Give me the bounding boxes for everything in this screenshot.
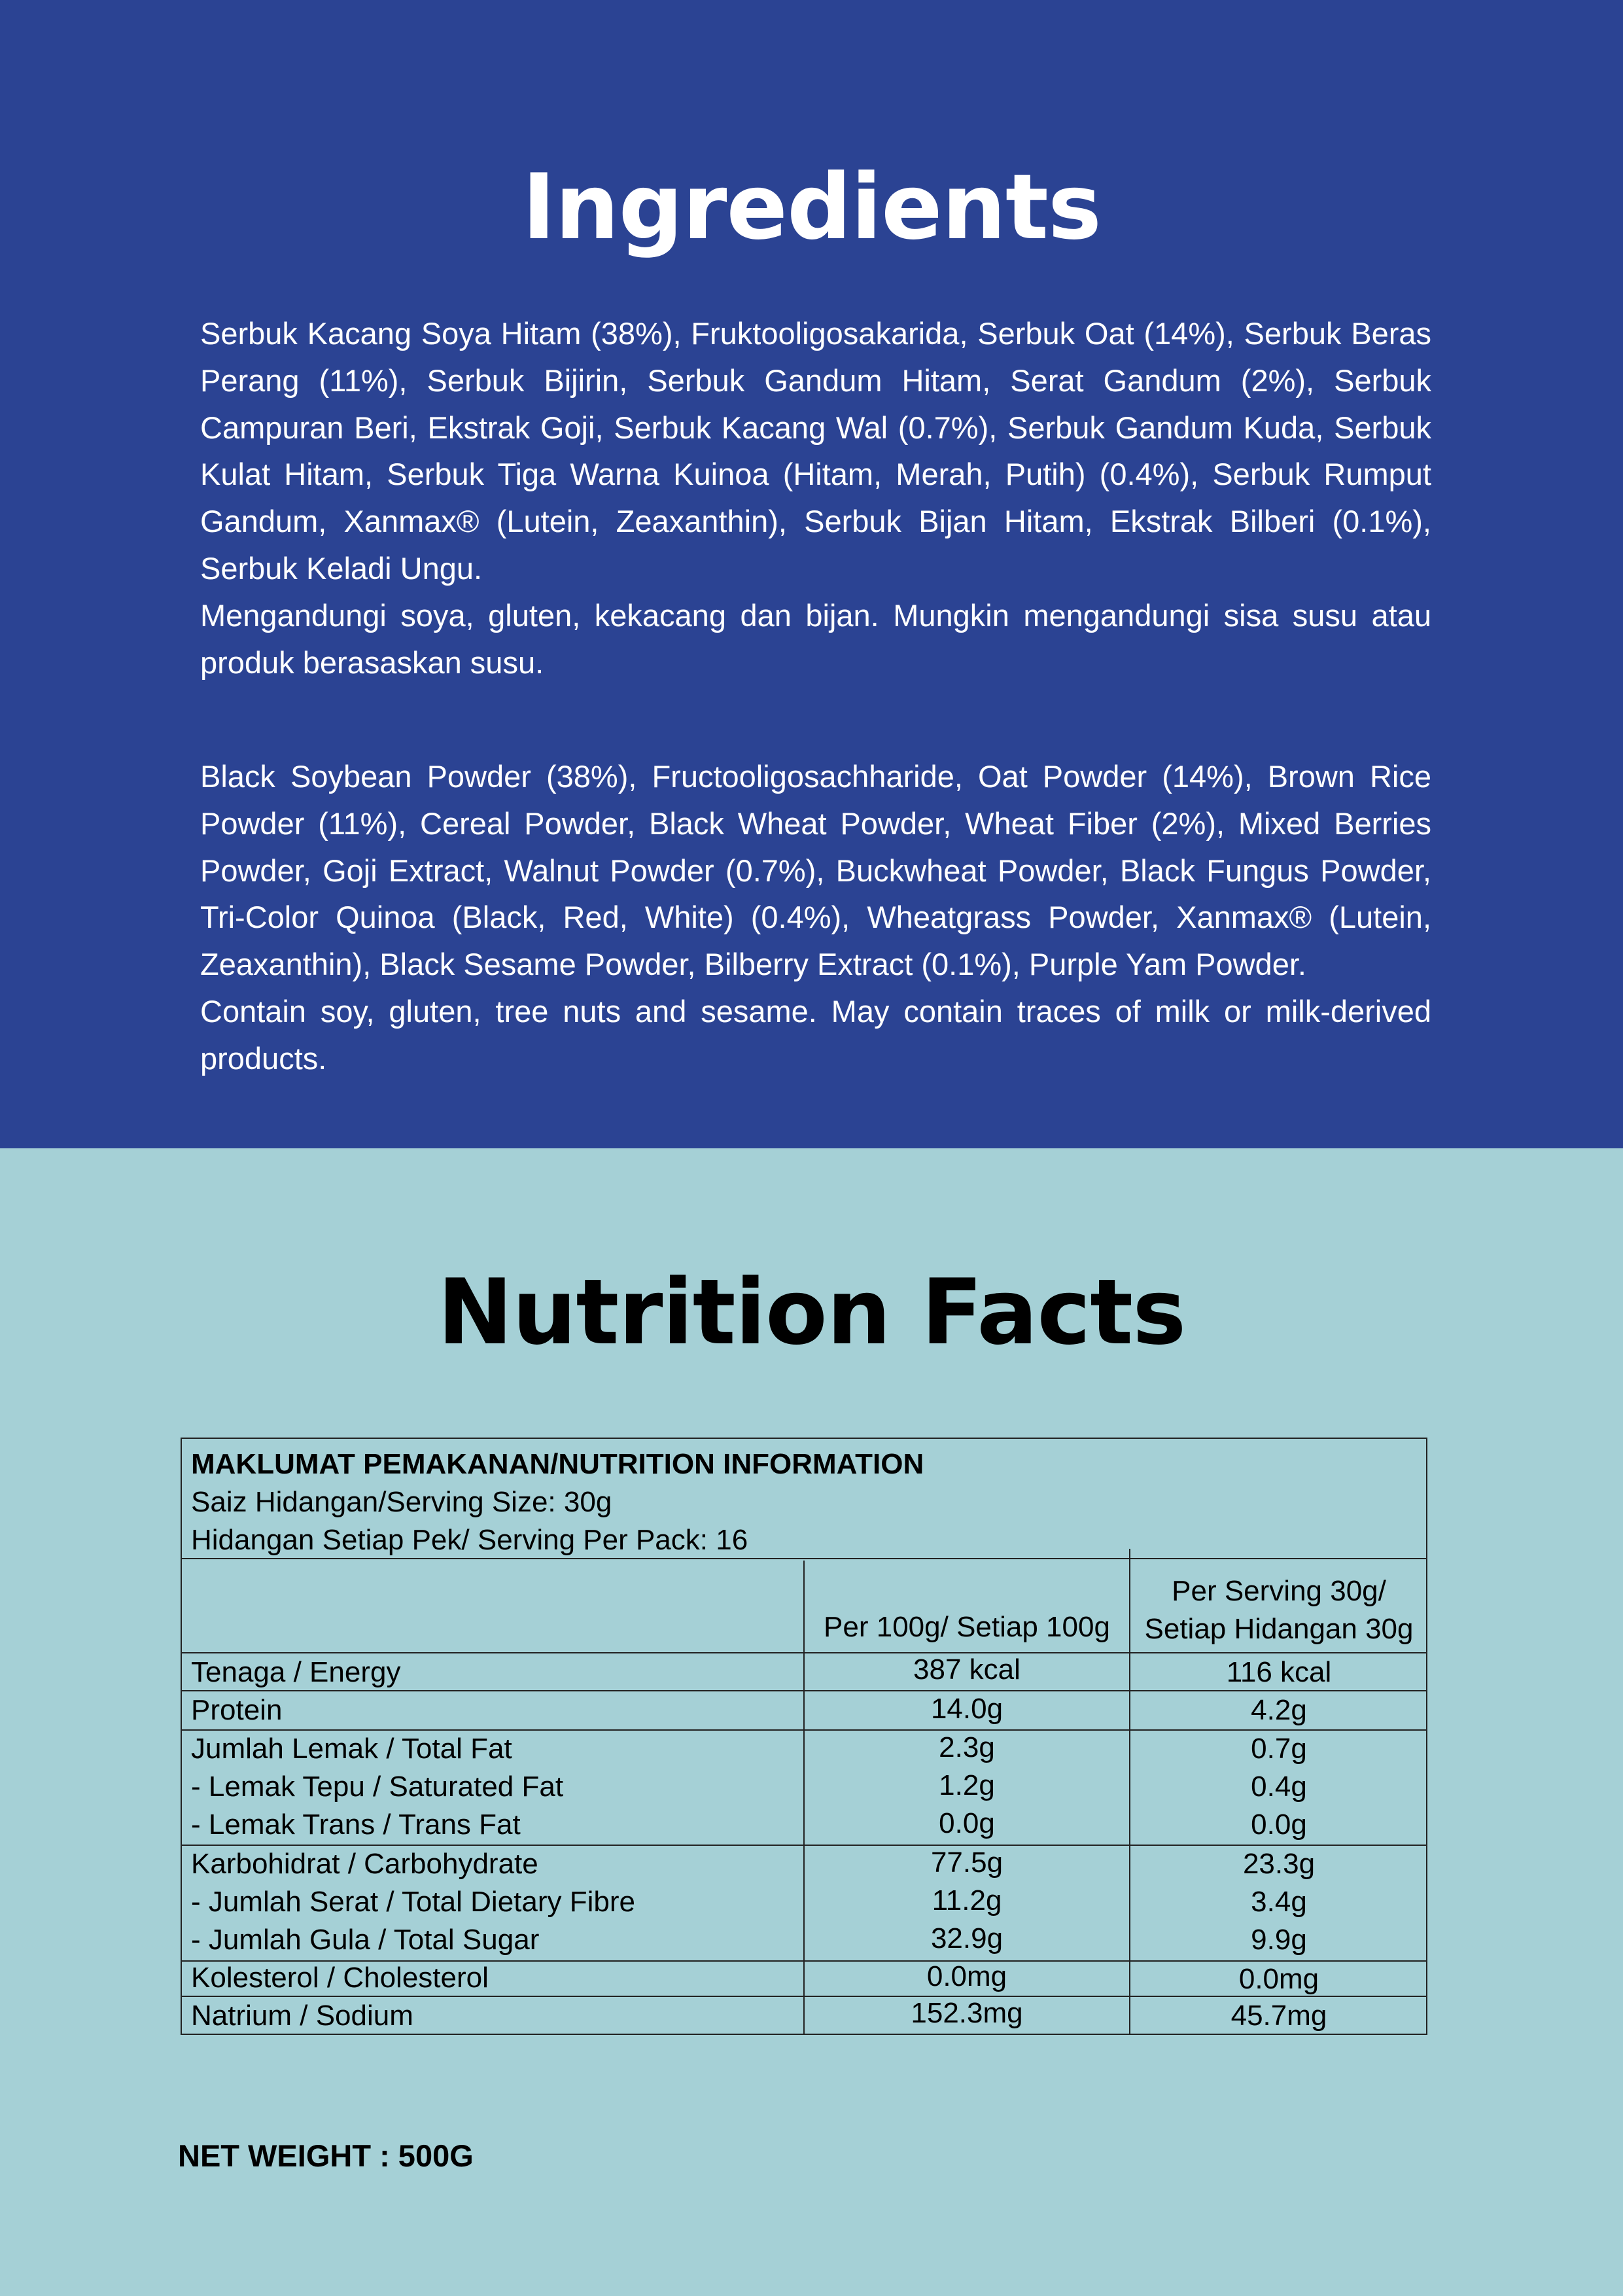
nutrient-value-per-serving: 0.7g — [1251, 1733, 1307, 1765]
column-header-per-100g: Per 100g/ Setiap 100g — [824, 1611, 1110, 1643]
nutrient-value-per-100g: 2.3g — [939, 1731, 995, 1763]
nutrient-value-per-serving: 0.0mg — [1238, 1963, 1319, 1995]
nutrient-value-per-serving: 9.9g — [1251, 1924, 1307, 1956]
ingredients-english-block — [200, 753, 1431, 1082]
nutrition-table — [181, 1438, 1427, 2035]
nutrient-value-per-100g: 152.3mg — [911, 1997, 1023, 2029]
nutrient-value-per-serving: 45.7mg — [1230, 2000, 1327, 2032]
ingredients-english-text: Black Soybean Powder (38%), Fructooligosachharide, Oat Powder (14%), Brown Rice Powder (11%), Cereal Powder, Black Wheat Powder, Wheat Fiber (2%), Mixed Berries Powder, Goji Extract, Walnut Powder (0.7%), Buckwheat Powder, Black Fungus Powder, Tri-Color Quinoa (Black, Red, White) (0.4%), Wheatgrass Powder, Xanmax® (Lutein, Zeaxanthin), Black Sesame Powder, Bilberry Extract (0.1%), Purple Yam Powder. — [200, 759, 1431, 982]
nutrient-value-per-100g: 32.9g — [930, 1922, 1003, 1954]
nutrient-value-per-100g: 14.0g — [930, 1693, 1003, 1725]
column-header-per-serving-line1: Per Serving 30g/ — [1172, 1575, 1386, 1607]
nutrient-label: Jumlah Lemak / Total Fat — [191, 1733, 512, 1765]
nutrition-title: Nutrition Facts — [437, 1260, 1186, 1365]
nutrient-label: Natrium / Sodium — [191, 2000, 413, 2032]
nutrition-table-header — [191, 1445, 924, 1559]
nutrient-label: Tenaga / Energy — [191, 1656, 401, 1688]
nutrient-value-per-100g: 77.5g — [930, 1846, 1003, 1879]
nutrient-label: Kolesterol / Cholesterol — [191, 1962, 489, 1994]
nutrient-value-per-100g: 1.2g — [939, 1769, 995, 1801]
servings-per-pack: Hidangan Setiap Pek/ Serving Per Pack: 16 — [191, 1524, 748, 1556]
allergen-malay-text: Mengandungi soya, gluten, kekacang dan bijan. Mungkin mengandungi sisa susu atau produk berasaskan susu. — [200, 597, 1431, 680]
nutrient-value-per-serving: 4.2g — [1251, 1694, 1307, 1726]
serving-size: Saiz Hidangan/Serving Size: 30g — [191, 1486, 612, 1518]
nutrient-label: - Lemak Tepu / Saturated Fat — [191, 1771, 564, 1803]
allergen-english-text: Contain soy, gluten, tree nuts and sesame. May contain traces of milk or milk-derived products. — [200, 993, 1431, 1076]
nutrient-value-per-100g: 0.0mg — [926, 1960, 1007, 1992]
table-rule — [182, 1558, 1426, 1559]
nutrient-label: - Jumlah Serat / Total Dietary Fibre — [191, 1886, 635, 1918]
nutrient-label: - Lemak Trans / Trans Fat — [191, 1809, 521, 1841]
nutrient-label: - Jumlah Gula / Total Sugar — [191, 1924, 540, 1956]
ingredients-title: Ingredients — [521, 154, 1102, 260]
nutrient-value-per-serving: 23.3g — [1242, 1848, 1316, 1880]
nutrient-label: Protein — [191, 1694, 283, 1726]
net-weight: NET WEIGHT : 500G — [178, 2138, 474, 2173]
nutrition-table-title: MAKLUMAT PEMAKANAN/NUTRITION INFORMATION — [191, 1448, 924, 1480]
nutrient-value-per-serving: 3.4g — [1251, 1886, 1307, 1918]
column-header-per-serving — [1130, 1572, 1427, 1648]
nutrient-value-per-serving: 0.0g — [1251, 1809, 1307, 1841]
nutrient-value-per-serving: 0.4g — [1251, 1771, 1307, 1803]
ingredients-malay-text: Serbuk Kacang Soya Hitam (38%), Fruktooligosakarida, Serbuk Oat (14%), Serbuk Beras Perang (11%), Serbuk Bijirin, Serbuk Gandum Hitam, Serat Gandum (2%), Serbuk Campuran Beri, Ekstrak Goji, Serbuk Kacang Wal (0.7%), Serbuk Gandum Kuda, Serbuk Kulat Hitam, Serbuk Tiga Warna Kuinoa (Hitam, Merah, Putih) (0.4%), Serbuk Rumput Gandum, Xanmax® (Lutein, Zeaxanthin), Serbuk Bijan Hitam, Ekstrak Bilberi (0.1%), Serbuk Keladi Ungu. — [200, 316, 1431, 586]
nutrient-value-per-100g: 11.2g — [932, 1884, 1002, 1916]
nutrient-value-per-100g: 0.0g — [939, 1807, 995, 1839]
column-header-per-serving-line2: Setiap Hidangan 30g — [1144, 1613, 1414, 1645]
nutrient-label: Karbohidrat / Carbohydrate — [191, 1848, 538, 1880]
ingredients-malay-block — [200, 310, 1431, 686]
nutrient-value-per-100g: 387 kcal — [913, 1653, 1021, 1686]
nutrient-value-per-serving: 116 kcal — [1226, 1656, 1332, 1688]
